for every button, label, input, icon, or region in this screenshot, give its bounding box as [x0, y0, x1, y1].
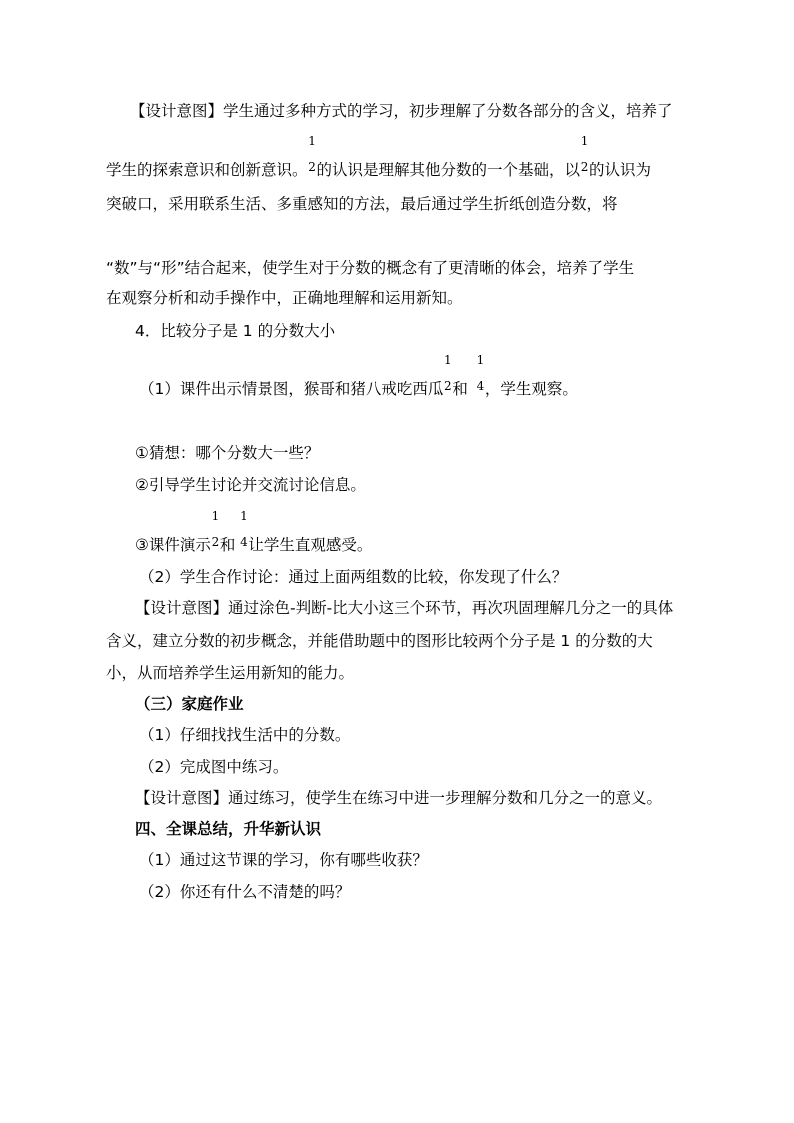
text-segment: 让学生直观感受。: [248, 536, 373, 554]
step-2-line: （2）学生合作讨论：通过上面两组数的比较，你发现了什么？: [139, 568, 568, 586]
design-intent-paragraph-1-line-4: “数”与“形”结合起来，使学生对于分数的概念有了更清晰的体会，培养了学生: [106, 259, 635, 277]
fraction-denominator: 2: [580, 160, 589, 174]
fraction-denominator: 2: [308, 160, 316, 174]
text-segment: ，学生观察。: [484, 380, 578, 398]
fraction-one-quarter: [476, 353, 485, 394]
fraction-one-half: [580, 134, 589, 175]
homework-item-2: （2）完成图中练习。: [139, 758, 289, 776]
fraction-denominator: 2: [444, 379, 452, 393]
design-intent-paragraph-1-line-2: [106, 134, 652, 180]
fraction-one-half: [443, 353, 452, 394]
fraction-one-half: [211, 509, 220, 550]
design-intent-paragraph-2-line-3: 小，从而培养学生运用新知的能力。: [106, 664, 355, 682]
design-intent-paragraph-1-line-5: 在观察分析和动手操作中，正确地理解和运用新知。: [106, 289, 463, 307]
fraction-one-quarter: [239, 509, 248, 550]
text-segment: 的认识为: [589, 161, 652, 179]
fraction-numerator: 1: [308, 134, 316, 148]
text-segment: 和: [219, 536, 236, 554]
text-segment: ③课件演示: [135, 536, 211, 554]
demo-item: [135, 509, 373, 555]
guess-item: ①猜想：哪个分数大一些？: [135, 444, 320, 462]
summary-item-1: （1）通过这节课的学习，你有哪些收获？: [139, 851, 428, 869]
text-segment: 和: [452, 380, 468, 398]
homework-item-1: （1）仔细找找生活中的分数。: [139, 726, 351, 744]
design-intent-paragraph-1-line-1: 【设计意图】学生通过多种方式的学习，初步理解了分数各部分的含义，培养了: [130, 102, 673, 120]
section-heading-4: 4．比较分子是 1 的分数大小: [135, 322, 336, 340]
text-segment: 学生的探索意识和创新意识。: [106, 161, 308, 179]
step-1-line: [139, 353, 578, 399]
design-intent-paragraph-3: 【设计意图】通过练习，使学生在练习中进一步理解分数和几分之一的意义。: [135, 789, 663, 807]
fraction-denominator: 4: [240, 535, 248, 549]
fraction-numerator: 1: [476, 353, 485, 367]
summary-item-2: （2）你还有什么不清楚的吗？: [139, 883, 351, 901]
fraction-numerator: 1: [211, 509, 220, 523]
section-heading-homework: （三）家庭作业: [135, 695, 244, 713]
fraction-numerator: 1: [580, 134, 589, 148]
design-intent-paragraph-2-line-2: 含义，建立分数的初步概念，并能借助题中的图形比较两个分子是 1 的分数的大: [106, 632, 653, 650]
discussion-item: ②引导学生讨论并交流讨论信息。: [135, 476, 366, 494]
text-segment: （1）课件出示情景图，猴哥和猪八戒吃西瓜: [139, 380, 444, 398]
fraction-denominator: 4: [476, 379, 485, 393]
design-intent-paragraph-2-line-1: 【设计意图】通过涂色-判断-比大小这三个环节，再次巩固理解几分之一的具体: [135, 599, 674, 617]
fraction-denominator: 2: [211, 535, 220, 549]
fraction-one-half: [308, 134, 317, 175]
fraction-numerator: 1: [444, 353, 452, 367]
text-segment: 的认识是理解其他分数的一个基础，以: [316, 161, 581, 179]
fraction-numerator: 1: [240, 509, 248, 523]
design-intent-paragraph-1-line-3: 突破口，采用联系生活、多重感知的方法，最后通过学生折纸创造分数，将: [106, 195, 618, 213]
section-heading-summary: 四、全课总结，升华新认识: [135, 820, 322, 838]
